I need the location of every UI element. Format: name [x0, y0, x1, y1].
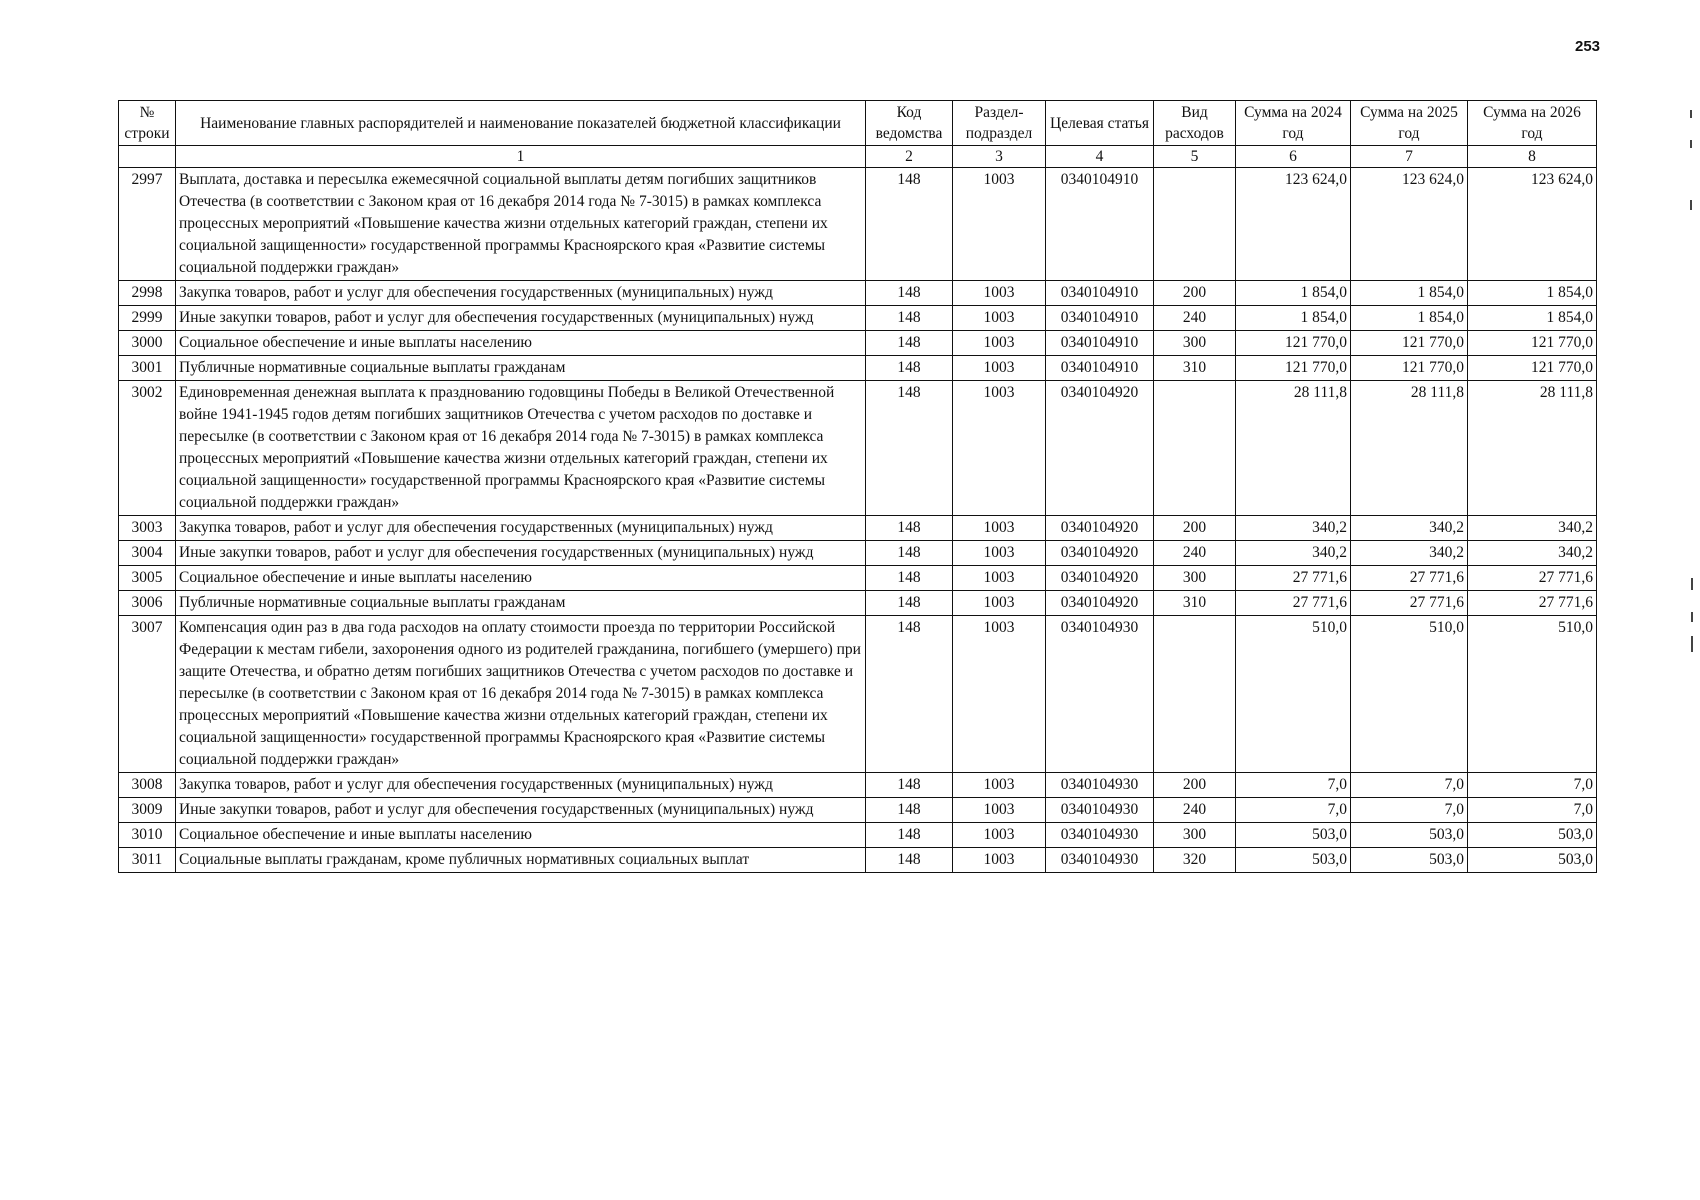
row-sum-2025-cell: 28 111,8 — [1351, 381, 1468, 516]
row-sum-2024-cell: 27 771,6 — [1236, 591, 1351, 616]
row-number-cell: 3011 — [119, 848, 176, 873]
row-number-cell: 3004 — [119, 541, 176, 566]
row-sum-2024-cell: 123 624,0 — [1236, 168, 1351, 281]
row-target-cell: 0340104930 — [1046, 823, 1154, 848]
row-sum-2026-cell: 503,0 — [1468, 848, 1597, 873]
header-name: Наименование главных распорядителей и наименование показателей бюджетной классификации — [176, 101, 866, 146]
row-expense-type-cell — [1154, 168, 1236, 281]
row-sum-2024-cell: 340,2 — [1236, 516, 1351, 541]
column-number: 6 — [1236, 146, 1351, 168]
row-sum-2024-cell: 7,0 — [1236, 798, 1351, 823]
scan-margin-mark — [1690, 110, 1692, 118]
row-dept-code-cell: 148 — [866, 306, 953, 331]
row-sum-2025-cell: 340,2 — [1351, 516, 1468, 541]
header-sum-2026: Сумма на 2026 год — [1468, 101, 1597, 146]
row-number-cell: 3003 — [119, 516, 176, 541]
column-number: 2 — [866, 146, 953, 168]
row-target-cell: 0340104910 — [1046, 331, 1154, 356]
row-dept-code-cell: 148 — [866, 798, 953, 823]
row-target-cell: 0340104920 — [1046, 381, 1154, 516]
row-sum-2024-cell: 27 771,6 — [1236, 566, 1351, 591]
row-number-cell: 3002 — [119, 381, 176, 516]
row-name-cell: Социальное обеспечение и иные выплаты населению — [176, 566, 866, 591]
row-expense-type-cell: 200 — [1154, 516, 1236, 541]
row-sum-2026-cell: 510,0 — [1468, 616, 1597, 773]
row-name-cell: Компенсация один раз в два года расходов на оплату стоимости проезда по территории Российской Федерации к местам гибели, захоронения одного из родителей гражданина, погибшего (умершего) при защите Отечества, и обратно детям погибших защитников Отечества с учетом расходов по доставке и пересылке (в соответствии с Законом края от 16 декабря 2014 года № 7-3015) в рамках комплекса процессных мероприятий «Повышение качества жизни отдельных категорий граждан, степени их социальной защищенности» государственной программы Красноярского края «Развитие системы социальной поддержки граждан» — [176, 616, 866, 773]
row-name-cell: Иные закупки товаров, работ и услуг для обеспечения государственных (муниципальных) нужд — [176, 306, 866, 331]
row-sum-2024-cell: 503,0 — [1236, 823, 1351, 848]
scan-margin-mark — [1691, 636, 1693, 652]
row-expense-type-cell: 300 — [1154, 331, 1236, 356]
row-name-cell: Публичные нормативные социальные выплаты гражданам — [176, 591, 866, 616]
row-section-cell: 1003 — [953, 591, 1046, 616]
row-name-cell: Социальное обеспечение и иные выплаты населению — [176, 331, 866, 356]
row-target-cell: 0340104930 — [1046, 773, 1154, 798]
row-section-cell: 1003 — [953, 516, 1046, 541]
row-number-cell: 3009 — [119, 798, 176, 823]
row-sum-2025-cell: 27 771,6 — [1351, 566, 1468, 591]
row-dept-code-cell: 148 — [866, 566, 953, 591]
row-expense-type-cell: 240 — [1154, 798, 1236, 823]
row-sum-2025-cell: 27 771,6 — [1351, 591, 1468, 616]
column-number-blank — [119, 146, 176, 168]
row-expense-type-cell: 300 — [1154, 823, 1236, 848]
row-sum-2024-cell: 7,0 — [1236, 773, 1351, 798]
header-sum-2025: Сумма на 2025 год — [1351, 101, 1468, 146]
row-sum-2025-cell: 121 770,0 — [1351, 331, 1468, 356]
row-dept-code-cell: 148 — [866, 591, 953, 616]
row-number-cell: 3008 — [119, 773, 176, 798]
row-sum-2025-cell: 7,0 — [1351, 798, 1468, 823]
column-number: 3 — [953, 146, 1046, 168]
column-number: 8 — [1468, 146, 1597, 168]
row-sum-2026-cell: 1 854,0 — [1468, 306, 1597, 331]
row-sum-2026-cell: 27 771,6 — [1468, 591, 1597, 616]
row-section-cell: 1003 — [953, 566, 1046, 591]
table-row — [119, 281, 1597, 306]
table-row — [119, 381, 1597, 516]
row-sum-2026-cell: 7,0 — [1468, 798, 1597, 823]
row-sum-2025-cell: 121 770,0 — [1351, 356, 1468, 381]
row-section-cell: 1003 — [953, 381, 1046, 516]
row-section-cell: 1003 — [953, 306, 1046, 331]
row-name-cell: Закупка товаров, работ и услуг для обеспечения государственных (муниципальных) нужд — [176, 773, 866, 798]
row-number-cell: 3001 — [119, 356, 176, 381]
column-number: 5 — [1154, 146, 1236, 168]
header-target: Целевая статья — [1046, 101, 1154, 146]
row-name-cell: Публичные нормативные социальные выплаты гражданам — [176, 356, 866, 381]
scan-margin-mark — [1690, 140, 1692, 148]
table-body — [119, 168, 1597, 873]
row-section-cell: 1003 — [953, 616, 1046, 773]
row-dept-code-cell: 148 — [866, 541, 953, 566]
row-sum-2024-cell: 1 854,0 — [1236, 306, 1351, 331]
row-number-cell: 3006 — [119, 591, 176, 616]
row-name-cell: Социальное обеспечение и иные выплаты населению — [176, 823, 866, 848]
row-sum-2024-cell: 510,0 — [1236, 616, 1351, 773]
row-dept-code-cell: 148 — [866, 356, 953, 381]
row-target-cell: 0340104910 — [1046, 168, 1154, 281]
row-number-cell: 3000 — [119, 331, 176, 356]
row-name-cell: Единовременная денежная выплата к празднованию годовщины Победы в Великой Отечественной войне 1941-1945 годов детям погибших защитников Отечества с учетом расходов по доставке и пересылке (в соответствии с Законом края от 16 декабря 2014 года № 7-3015) в рамках комплекса процессных мероприятий «Повышение качества жизни отдельных категорий граждан, степени их социальной защищенности» государственной программы Красноярского края «Развитие системы социальной поддержки граждан» — [176, 381, 866, 516]
row-sum-2024-cell: 340,2 — [1236, 541, 1351, 566]
row-dept-code-cell: 148 — [866, 168, 953, 281]
row-target-cell: 0340104930 — [1046, 616, 1154, 773]
row-number-cell: 2999 — [119, 306, 176, 331]
row-expense-type-cell: 320 — [1154, 848, 1236, 873]
row-sum-2025-cell: 340,2 — [1351, 541, 1468, 566]
row-sum-2026-cell: 121 770,0 — [1468, 356, 1597, 381]
row-target-cell: 0340104930 — [1046, 798, 1154, 823]
row-sum-2025-cell: 503,0 — [1351, 848, 1468, 873]
row-number-cell: 3010 — [119, 823, 176, 848]
row-sum-2026-cell: 121 770,0 — [1468, 331, 1597, 356]
table-row — [119, 516, 1597, 541]
row-dept-code-cell: 148 — [866, 281, 953, 306]
row-name-cell: Иные закупки товаров, работ и услуг для обеспечения государственных (муниципальных) нужд — [176, 541, 866, 566]
row-sum-2025-cell: 510,0 — [1351, 616, 1468, 773]
row-sum-2026-cell: 340,2 — [1468, 541, 1597, 566]
row-dept-code-cell: 148 — [866, 823, 953, 848]
row-expense-type-cell: 300 — [1154, 566, 1236, 591]
row-section-cell: 1003 — [953, 848, 1046, 873]
row-name-cell: Иные закупки товаров, работ и услуг для обеспечения государственных (муниципальных) нужд — [176, 798, 866, 823]
row-expense-type-cell: 200 — [1154, 281, 1236, 306]
row-sum-2026-cell: 7,0 — [1468, 773, 1597, 798]
row-dept-code-cell: 148 — [866, 848, 953, 873]
row-section-cell: 1003 — [953, 823, 1046, 848]
row-sum-2025-cell: 1 854,0 — [1351, 306, 1468, 331]
header-sum-2024: Сумма на 2024 год — [1236, 101, 1351, 146]
page-number: 253 — [1575, 38, 1601, 55]
row-target-cell: 0340104910 — [1046, 281, 1154, 306]
row-dept-code-cell: 148 — [866, 773, 953, 798]
row-number-cell: 2998 — [119, 281, 176, 306]
table-row — [119, 356, 1597, 381]
table-row — [119, 168, 1597, 281]
row-sum-2024-cell: 28 111,8 — [1236, 381, 1351, 516]
column-number: 7 — [1351, 146, 1468, 168]
row-sum-2026-cell: 123 624,0 — [1468, 168, 1597, 281]
header-row — [119, 101, 1597, 146]
row-sum-2024-cell: 121 770,0 — [1236, 356, 1351, 381]
row-target-cell: 0340104920 — [1046, 591, 1154, 616]
row-number-cell: 2997 — [119, 168, 176, 281]
row-target-cell: 0340104910 — [1046, 356, 1154, 381]
row-number-cell: 3007 — [119, 616, 176, 773]
header-section: Раздел-подраздел — [953, 101, 1046, 146]
row-sum-2026-cell: 28 111,8 — [1468, 381, 1597, 516]
row-section-cell: 1003 — [953, 798, 1046, 823]
scan-margin-mark — [1691, 578, 1693, 590]
row-expense-type-cell — [1154, 616, 1236, 773]
row-target-cell: 0340104930 — [1046, 848, 1154, 873]
scan-margin-mark — [1690, 200, 1692, 210]
row-sum-2026-cell: 340,2 — [1468, 516, 1597, 541]
header-expense-type: Вид расходов — [1154, 101, 1236, 146]
row-sum-2026-cell: 1 854,0 — [1468, 281, 1597, 306]
row-section-cell: 1003 — [953, 168, 1046, 281]
row-name-cell: Закупка товаров, работ и услуг для обеспечения государственных (муниципальных) нужд — [176, 281, 866, 306]
table-row — [119, 823, 1597, 848]
row-dept-code-cell: 148 — [866, 381, 953, 516]
row-sum-2024-cell: 121 770,0 — [1236, 331, 1351, 356]
row-dept-code-cell: 148 — [866, 516, 953, 541]
row-expense-type-cell: 310 — [1154, 356, 1236, 381]
budget-table — [118, 100, 1597, 873]
table-row — [119, 616, 1597, 773]
row-expense-type-cell: 240 — [1154, 306, 1236, 331]
header-dept-code: Код ведомства — [866, 101, 953, 146]
row-target-cell: 0340104920 — [1046, 541, 1154, 566]
row-section-cell: 1003 — [953, 541, 1046, 566]
table-row — [119, 331, 1597, 356]
row-name-cell: Социальные выплаты гражданам, кроме публичных нормативных социальных выплат — [176, 848, 866, 873]
row-expense-type-cell — [1154, 381, 1236, 516]
row-dept-code-cell: 148 — [866, 616, 953, 773]
row-dept-code-cell: 148 — [866, 331, 953, 356]
table-row — [119, 848, 1597, 873]
row-sum-2024-cell: 503,0 — [1236, 848, 1351, 873]
table-row — [119, 541, 1597, 566]
row-expense-type-cell: 200 — [1154, 773, 1236, 798]
row-number-cell: 3005 — [119, 566, 176, 591]
row-name-cell: Выплата, доставка и пересылка ежемесячной социальной выплаты детям погибших защитников Отечества (в соответствии с Законом края от 16 декабря 2014 года № 7-3015) в рамках комплекса процессных мероприятий «Повышение качества жизни отдельных категорий граждан, степени их социальной защищенности» государственной программы Красноярского края «Развитие системы социальной поддержки граждан» — [176, 168, 866, 281]
row-target-cell: 0340104920 — [1046, 566, 1154, 591]
table-row — [119, 798, 1597, 823]
row-sum-2025-cell: 1 854,0 — [1351, 281, 1468, 306]
column-number: 1 — [176, 146, 866, 168]
table-row — [119, 773, 1597, 798]
table-row — [119, 306, 1597, 331]
row-expense-type-cell: 240 — [1154, 541, 1236, 566]
row-target-cell: 0340104910 — [1046, 306, 1154, 331]
table-row — [119, 566, 1597, 591]
scan-margin-mark — [1691, 612, 1693, 622]
row-sum-2025-cell: 7,0 — [1351, 773, 1468, 798]
row-section-cell: 1003 — [953, 281, 1046, 306]
column-numbers-row — [119, 146, 1597, 168]
row-target-cell: 0340104920 — [1046, 516, 1154, 541]
column-number: 4 — [1046, 146, 1154, 168]
table-row — [119, 591, 1597, 616]
row-sum-2026-cell: 27 771,6 — [1468, 566, 1597, 591]
row-sum-2024-cell: 1 854,0 — [1236, 281, 1351, 306]
row-section-cell: 1003 — [953, 331, 1046, 356]
row-section-cell: 1003 — [953, 773, 1046, 798]
header-row-no: № строки — [119, 101, 176, 146]
row-sum-2026-cell: 503,0 — [1468, 823, 1597, 848]
row-name-cell: Закупка товаров, работ и услуг для обеспечения государственных (муниципальных) нужд — [176, 516, 866, 541]
row-sum-2025-cell: 503,0 — [1351, 823, 1468, 848]
row-expense-type-cell: 310 — [1154, 591, 1236, 616]
row-section-cell: 1003 — [953, 356, 1046, 381]
row-sum-2025-cell: 123 624,0 — [1351, 168, 1468, 281]
